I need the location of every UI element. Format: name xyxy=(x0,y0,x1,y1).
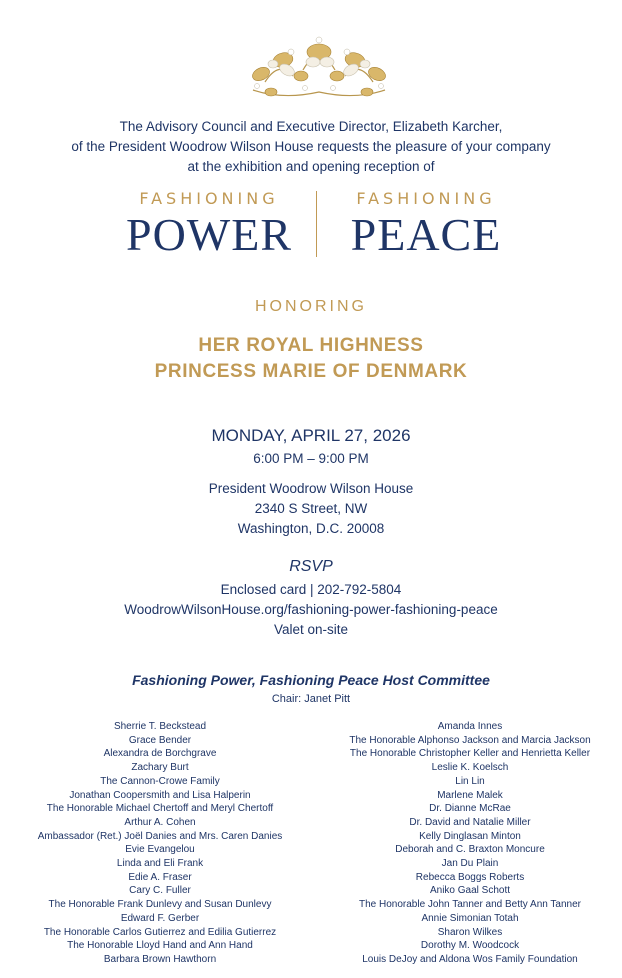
committee-member: Cary C. Fuller xyxy=(129,885,191,897)
logo-right-small: FASHIONING xyxy=(356,189,496,208)
committee-member: The Honorable Alphonso Jackson and Marcia Jackson xyxy=(349,734,591,746)
committee-member: Alexandra de Borchgrave xyxy=(103,748,217,760)
venue-line: 2340 S Street, NW xyxy=(254,501,368,516)
intro-line: at the exhibition and opening reception of xyxy=(187,159,435,174)
committee-member: Edie A. Fraser xyxy=(128,871,192,883)
committee-member: Lin Lin xyxy=(455,775,485,787)
rsvp-details xyxy=(0,580,622,640)
committee-member: Jan Du Plain xyxy=(441,858,499,870)
logo-divider xyxy=(316,191,317,257)
logo-right xyxy=(340,189,512,260)
rsvp-url[interactable]: WoodrowWilsonHouse.org/fashioning-power-fashioning-peace xyxy=(124,602,498,617)
host-committee-chair: Chair: Janet Pitt xyxy=(271,693,351,705)
committee-member: Kelly Dinglasan Minton xyxy=(419,830,521,842)
committee-member: Barbara Brown Hawthorn xyxy=(103,953,217,965)
intro-line: of the President Woodrow Wilson House requests the pleasure of your company xyxy=(71,139,551,154)
committee-member: Grace Bender xyxy=(128,734,192,746)
committee-member: The Honorable Carlos Gutierrez and Edilia Gutierrez xyxy=(43,926,277,938)
committee-member: Louis DeJoy and Aldona Wos Family Foundation xyxy=(362,953,578,965)
committee-member: Jonathan Coopersmith and Lisa Halperin xyxy=(69,789,251,801)
committee-member: The Honorable John Tanner and Betty Ann Tanner xyxy=(358,899,581,911)
committee-member: Arthur A. Cohen xyxy=(124,816,196,828)
committee-member: Annie Simonian Totah xyxy=(421,912,519,924)
committee-member: Edward F. Gerber xyxy=(120,912,200,924)
logo-right-big: PEACE xyxy=(350,209,502,260)
venue-line: Washington, D.C. 20008 xyxy=(237,521,385,536)
exhibition-logo xyxy=(0,189,622,269)
committee-member: Marlene Malek xyxy=(437,789,503,801)
rsvp-title: RSVP xyxy=(289,558,333,575)
host-committee-right-column xyxy=(310,720,622,967)
host-committee-left-column xyxy=(0,720,320,967)
logo-left-big: POWER xyxy=(126,209,292,260)
committee-member: The Honorable Lloyd Hand and Ann Hand xyxy=(67,940,253,952)
committee-member: Zachary Burt xyxy=(131,762,189,774)
committee-member: The Honorable Frank Dunlevy and Susan Dunlevy xyxy=(48,899,272,911)
committee-member: Dr. Dianne McRae xyxy=(429,803,511,815)
venue-line: President Woodrow Wilson House xyxy=(208,481,414,496)
committee-member: Leslie K. Koelsch xyxy=(431,762,509,774)
committee-member: Dorothy M. Woodcock xyxy=(420,940,520,952)
honoree-line: HER ROYAL HIGHNESS xyxy=(198,335,424,356)
committee-member: Amanda Innes xyxy=(437,721,503,732)
event-time: 6:00 PM – 9:00 PM xyxy=(253,451,369,466)
committee-member: Ambassador (Ret.) Joël Danies and Mrs. Caren Danies xyxy=(37,830,283,842)
rsvp-contact: Enclosed card | 202-792-5804 xyxy=(220,582,402,597)
honoree-line: PRINCESS MARIE OF DENMARK xyxy=(154,361,468,382)
committee-member: The Honorable Christopher Keller and Henrietta Keller xyxy=(349,748,591,760)
event-date: MONDAY, APRIL 27, 2026 xyxy=(211,426,411,445)
honoree xyxy=(0,333,622,385)
committee-member: Sherrie T. Beckstead xyxy=(113,721,207,732)
committee-member: Linda and Eli Frank xyxy=(116,858,204,870)
tiara-illustration xyxy=(243,30,395,106)
committee-member: Dr. David and Natalie Miller xyxy=(409,816,531,828)
rsvp-valet: Valet on-site xyxy=(273,622,349,637)
committee-member: Aniko Gaal Schott xyxy=(429,885,511,897)
logo-left xyxy=(118,189,300,260)
intro-line: The Advisory Council and Executive Director, Elizabeth Karcher, xyxy=(119,119,503,134)
venue-address xyxy=(0,479,622,539)
host-committee-title: Fashioning Power, Fashioning Peace Host Committee xyxy=(132,672,490,688)
committee-member: Sharon Wilkes xyxy=(437,926,503,938)
committee-member: Deborah and C. Braxton Moncure xyxy=(395,844,545,856)
logo-left-small: FASHIONING xyxy=(139,189,279,208)
committee-member: Evie Evangelou xyxy=(125,844,195,856)
committee-member: The Cannon-Crowe Family xyxy=(100,775,220,787)
honoring-label: HONORING xyxy=(255,298,367,315)
committee-member: Rebecca Boggs Roberts xyxy=(415,871,525,883)
invitation-intro xyxy=(0,117,622,177)
committee-member: The Honorable Michael Chertoff and Meryl Chertoff xyxy=(46,803,274,815)
